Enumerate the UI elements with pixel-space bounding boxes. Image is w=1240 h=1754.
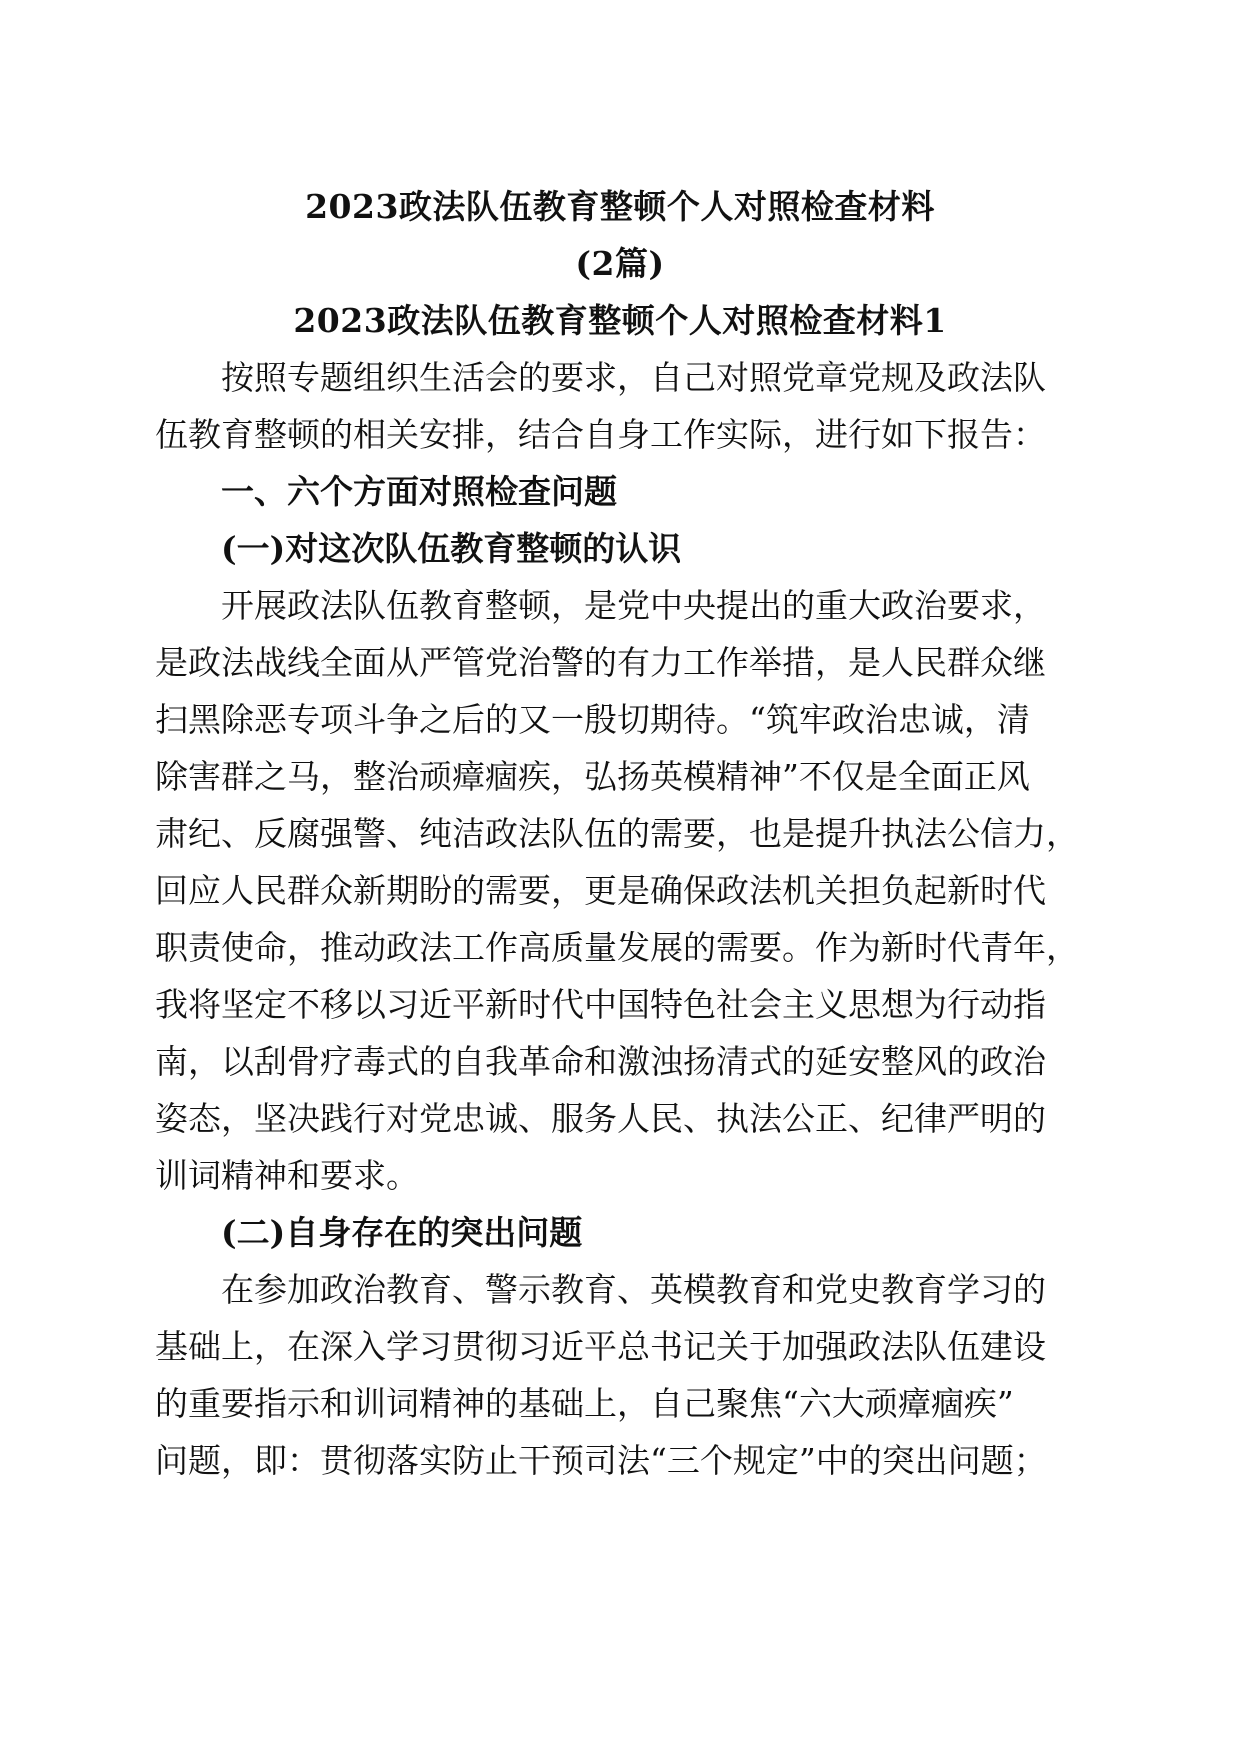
paragraph-line: 扫黑除恶专项斗争之后的又一殷切期待。“筑牢政治忠诚，清 (155, 700, 1030, 739)
paragraph-line: 职责使命，推动政法工作高质量发展的需要。作为新时代青年， (155, 928, 1079, 967)
paragraph-line: 姿态，坚决践行对党忠诚、服务人民、执法公正、纪律严明的 (155, 1099, 1046, 1138)
paragraph-line: 除害群之马，整治顽瘴痼疾，弘扬英模精神”不仅是全面正风 (155, 757, 1030, 796)
subsection-heading-1: (一)对这次队伍教育整顿的认识 (221, 529, 682, 568)
subsection-heading-2: (二)自身存在的突出问题 (221, 1213, 583, 1252)
article-title: 2023政法队伍教育整顿个人对照检查材料1 (293, 301, 947, 340)
document-body (155, 178, 1085, 1489)
paragraph-line: 问题，即：贯彻落实防止干预司法“三个规定”中的突出问题； (155, 1441, 1047, 1480)
section-heading-1: 一、六个方面对照检查问题 (221, 472, 617, 511)
paragraph-line: 肃纪、反腐强警、纯洁政法队伍的需要，也是提升执法公信力， (155, 814, 1079, 853)
paragraph-line: 基础上，在深入学习贯彻习近平总书记关于加强政法队伍建设 (155, 1327, 1046, 1366)
paragraph-line: 开展政法队伍教育整顿，是党中央提出的重大政治要求， (221, 586, 1046, 625)
subsection-1-paragraph (155, 577, 1085, 1204)
paragraph-line: 在参加政治教育、警示教育、英模教育和党史教育学习的 (221, 1270, 1046, 1309)
document-title: 2023政法队伍教育整顿个人对照检查材料 (305, 187, 935, 226)
paragraph-line: 的重要指示和训词精神的基础上，自己聚焦“六大顽瘴痼疾” (155, 1384, 1014, 1423)
intro-paragraph (155, 349, 1085, 463)
paragraph-line: 训词精神和要求。 (155, 1156, 419, 1195)
subsection-2-paragraph (155, 1261, 1085, 1489)
paragraph-line: 是政法战线全面从严管党治警的有力工作举措，是人民群众继 (155, 643, 1046, 682)
document-title-count: (2篇) (575, 244, 665, 283)
paragraph-line: 伍教育整顿的相关安排，结合自身工作实际，进行如下报告： (155, 415, 1046, 454)
paragraph-line: 我将坚定不移以习近平新时代中国特色社会主义思想为行动指 (155, 985, 1046, 1024)
paragraph-line: 南，以刮骨疗毒式的自我革命和激浊扬清式的延安整风的政治 (155, 1042, 1046, 1081)
paragraph-line: 按照专题组织生活会的要求，自己对照党章党规及政法队 (221, 358, 1046, 397)
paragraph-line: 回应人民群众新期盼的需要，更是确保政法机关担负起新时代 (155, 871, 1046, 910)
